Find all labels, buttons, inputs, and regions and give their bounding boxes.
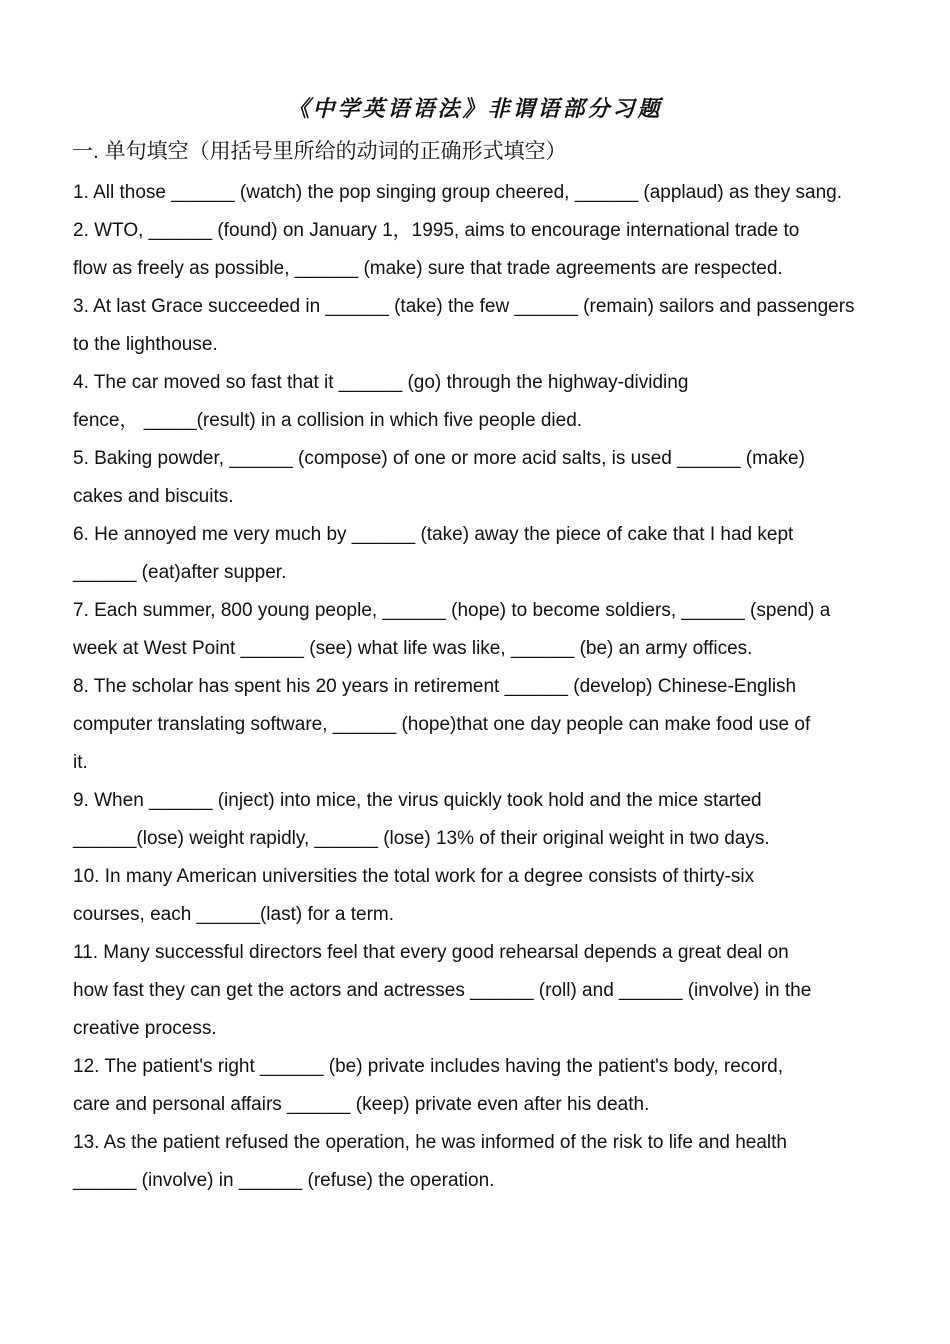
question-line: 1. All those ______ (watch) the pop singing group cheered, ______ (applaud) as they sang. [73, 182, 842, 203]
question-line: 10. In many American universities the total work for a degree consists of thirty-six [73, 866, 755, 887]
question-line: ______ (eat)after supper. [73, 562, 287, 583]
question-line: 9. When ______ (inject) into mice, the virus quickly took hold and the mice started [73, 790, 762, 811]
question-line: ______(lose) weight rapidly, ______ (lose) 13% of their original weight in two days. [73, 828, 770, 849]
question-item [73, 1124, 883, 1200]
question-item [73, 858, 883, 934]
question-item [73, 934, 883, 1048]
question-list [73, 174, 883, 1200]
question-item [73, 212, 883, 288]
question-line: 12. The patient's right ______ (be) private includes having the patient's body, record, [73, 1056, 783, 1077]
question-item [73, 174, 883, 212]
page-title: 《中学英语语法》非谓语部分习题 [287, 96, 663, 122]
question-line: fence， _____(result) in a collision in which five people died. [73, 410, 583, 431]
question-line: 3. At last Grace succeeded in ______ (take) the few ______ (remain) sailors and passengers [73, 296, 855, 317]
question-item [73, 364, 883, 440]
question-line: how fast they can get the actors and actresses ______ (roll) and ______ (involve) in the [73, 980, 812, 1001]
question-line: 11. Many successful directors feel that every good rehearsal depends a great deal on [73, 942, 789, 963]
question-line: 13. As the patient refused the operation, he was informed of the risk to life and health [73, 1132, 788, 1153]
question-line: 5. Baking powder, ______ (compose) of one or more acid salts, is used ______ (make) [73, 448, 805, 469]
question-line: care and personal affairs ______ (keep) private even after his death. [73, 1094, 650, 1115]
question-line: computer translating software, ______ (hope)that one day people can make food use of [73, 714, 811, 735]
question-line: to the lighthouse. [73, 334, 218, 355]
question-item [73, 516, 883, 592]
question-line: 8. The scholar has spent his 20 years in retirement ______ (develop) Chinese-English [73, 676, 797, 697]
question-line: courses, each ______(last) for a term. [73, 904, 395, 925]
question-line: 6. He annoyed me very much by ______ (take) away the piece of cake that I had kept [73, 524, 794, 545]
question-item [73, 440, 883, 516]
question-line: 2. WTO, ______ (found) on January 1，1995, aims to encourage international trade to [73, 220, 800, 241]
section-heading: 一. 单句填空（用括号里所给的动词的正确形式填空） [72, 140, 567, 163]
question-line: cakes and biscuits. [73, 486, 234, 507]
question-line: 4. The car moved so fast that it ______ (go) through the highway-dividing [73, 372, 689, 393]
question-line: 7. Each summer, 800 young people, ______ (hope) to become soldiers, ______ (spend) a [73, 600, 831, 621]
question-item [73, 592, 883, 668]
question-line: week at West Point ______ (see) what life was like, ______ (be) an army offices. [73, 638, 753, 659]
question-line: flow as freely as possible, ______ (make) sure that trade agreements are respected. [73, 258, 783, 279]
question-item [73, 782, 883, 858]
question-item [73, 668, 883, 782]
question-line: ______ (involve) in ______ (refuse) the operation. [73, 1170, 495, 1191]
question-item [73, 288, 883, 364]
question-item [73, 1048, 883, 1124]
question-line: it. [73, 752, 88, 773]
question-line: creative process. [73, 1018, 217, 1039]
